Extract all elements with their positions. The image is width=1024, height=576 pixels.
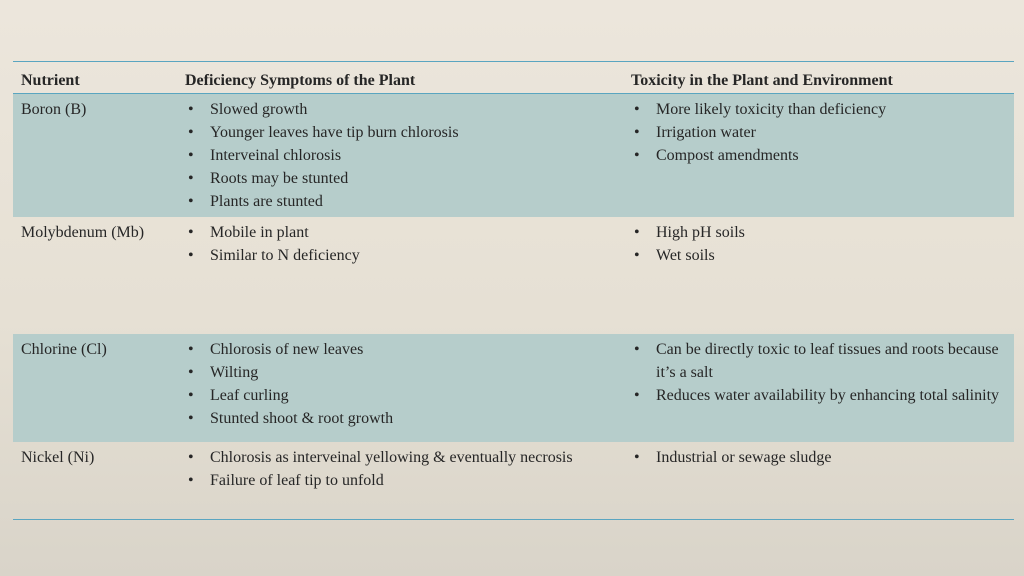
list-item: • Wilting: [185, 361, 628, 384]
list-item: • High pH soils: [631, 221, 1014, 244]
list-item: • Wet soils: [631, 244, 1014, 267]
toxicity-cell: [628, 94, 1014, 217]
bullet: •: [634, 449, 640, 466]
bullet: •: [188, 364, 194, 381]
list-item: • Interveinal chlorosis: [185, 144, 628, 167]
deficiency-cell: [182, 334, 628, 442]
bullet: •: [188, 124, 194, 141]
table-header-row: [13, 62, 1014, 94]
bullet: •: [634, 247, 640, 264]
header-toxicity: Toxicity in the Plant and Environment: [631, 72, 893, 89]
deficiency-cell: [182, 442, 628, 519]
bullet: •: [188, 147, 194, 164]
list-item: • Can be directly toxic to leaf tissues and roots because it’s a salt: [631, 338, 1014, 384]
list-item: • Slowed growth: [185, 98, 628, 121]
bullet: •: [634, 101, 640, 118]
list-item: • Stunted shoot & root growth: [185, 407, 628, 430]
bullet: •: [188, 410, 194, 427]
bullet: •: [188, 224, 194, 241]
table-row: [13, 334, 1014, 442]
bullet: •: [634, 387, 640, 404]
table-row: [13, 442, 1014, 519]
nutrient-table: [13, 61, 1014, 520]
header-nutrient: Nutrient: [21, 72, 80, 89]
table-row: [13, 94, 1014, 217]
bullet: •: [188, 341, 194, 358]
toxicity-cell: [628, 217, 1014, 334]
nutrient-cell: Nickel (Ni): [21, 449, 95, 466]
bullet: •: [634, 147, 640, 164]
list-item: • Mobile in plant: [185, 221, 628, 244]
deficiency-cell: [182, 217, 628, 334]
bullet: •: [188, 101, 194, 118]
list-item: • Plants are stunted: [185, 190, 628, 213]
bullet: •: [634, 124, 640, 141]
bullet: •: [188, 387, 194, 404]
toxicity-cell: [628, 442, 1014, 519]
bullet: •: [634, 224, 640, 241]
bullet: •: [188, 193, 194, 210]
list-item: • Industrial or sewage sludge: [631, 446, 1014, 469]
header-deficiency: Deficiency Symptoms of the Plant: [185, 72, 416, 89]
bullet: •: [188, 449, 194, 466]
list-item: • More likely toxicity than deficiency: [631, 98, 1014, 121]
nutrient-cell: Boron (B): [21, 101, 87, 118]
table-row: [13, 217, 1014, 334]
nutrient-cell: Chlorine (Cl): [21, 341, 107, 358]
list-item: • Compost amendments: [631, 144, 1014, 167]
bullet: •: [188, 170, 194, 187]
list-item: • Failure of leaf tip to unfold: [185, 469, 628, 492]
nutrient-cell: Molybdenum (Mb): [21, 224, 145, 241]
list-item: • Irrigation water: [631, 121, 1014, 144]
list-item: • Chlorosis as interveinal yellowing & eventually necrosis: [185, 446, 628, 469]
list-item: • Younger leaves have tip burn chlorosis: [185, 121, 628, 144]
list-item: • Leaf curling: [185, 384, 628, 407]
toxicity-cell: [628, 334, 1014, 442]
list-item: • Reduces water availability by enhancing total salinity: [631, 384, 1014, 407]
bullet: •: [634, 341, 640, 358]
list-item: • Chlorosis of new leaves: [185, 338, 628, 361]
bullet: •: [188, 247, 194, 264]
deficiency-cell: [182, 94, 628, 217]
list-item: • Roots may be stunted: [185, 167, 628, 190]
bullet: •: [188, 472, 194, 489]
list-item: • Similar to N deficiency: [185, 244, 628, 267]
